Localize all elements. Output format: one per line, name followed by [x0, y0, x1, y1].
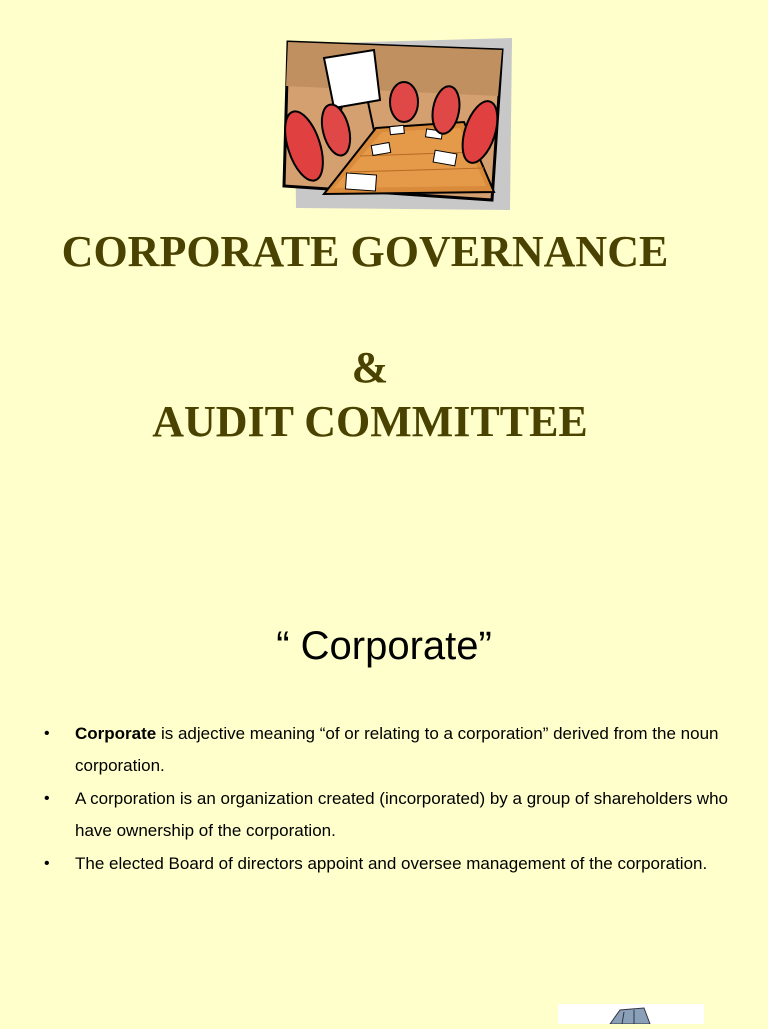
bullet-text: is adjective meaning “of or relating to a corporation” derived from the noun corporation. [75, 724, 719, 775]
boardroom-meeting-icon [280, 36, 516, 212]
bullet-glyph: • [44, 790, 50, 807]
bullet-text: A corporation is an organization created (incorporated) by a group of shareholders who have ownership of the corporation. [75, 789, 728, 840]
title-line-1: CORPORATE GOVERNANCE [61, 227, 669, 276]
bullet-text: The elected Board of directors appoint and oversee management of the corporation. [75, 854, 708, 873]
slide-heading: “ Corporate” [276, 624, 492, 668]
list-item [44, 848, 734, 880]
title-line-2: AUDIT COMMITTEE [152, 397, 588, 446]
bullet-glyph: • [44, 725, 50, 742]
list-item [44, 783, 734, 847]
title-ampersand: & [351, 343, 389, 392]
bullet-glyph: • [44, 855, 50, 872]
bullet-bold-term: Corporate [75, 724, 157, 743]
building-icon [558, 1004, 704, 1024]
bullet-list [44, 718, 734, 881]
corner-image [558, 1004, 704, 1024]
list-item [44, 718, 734, 782]
